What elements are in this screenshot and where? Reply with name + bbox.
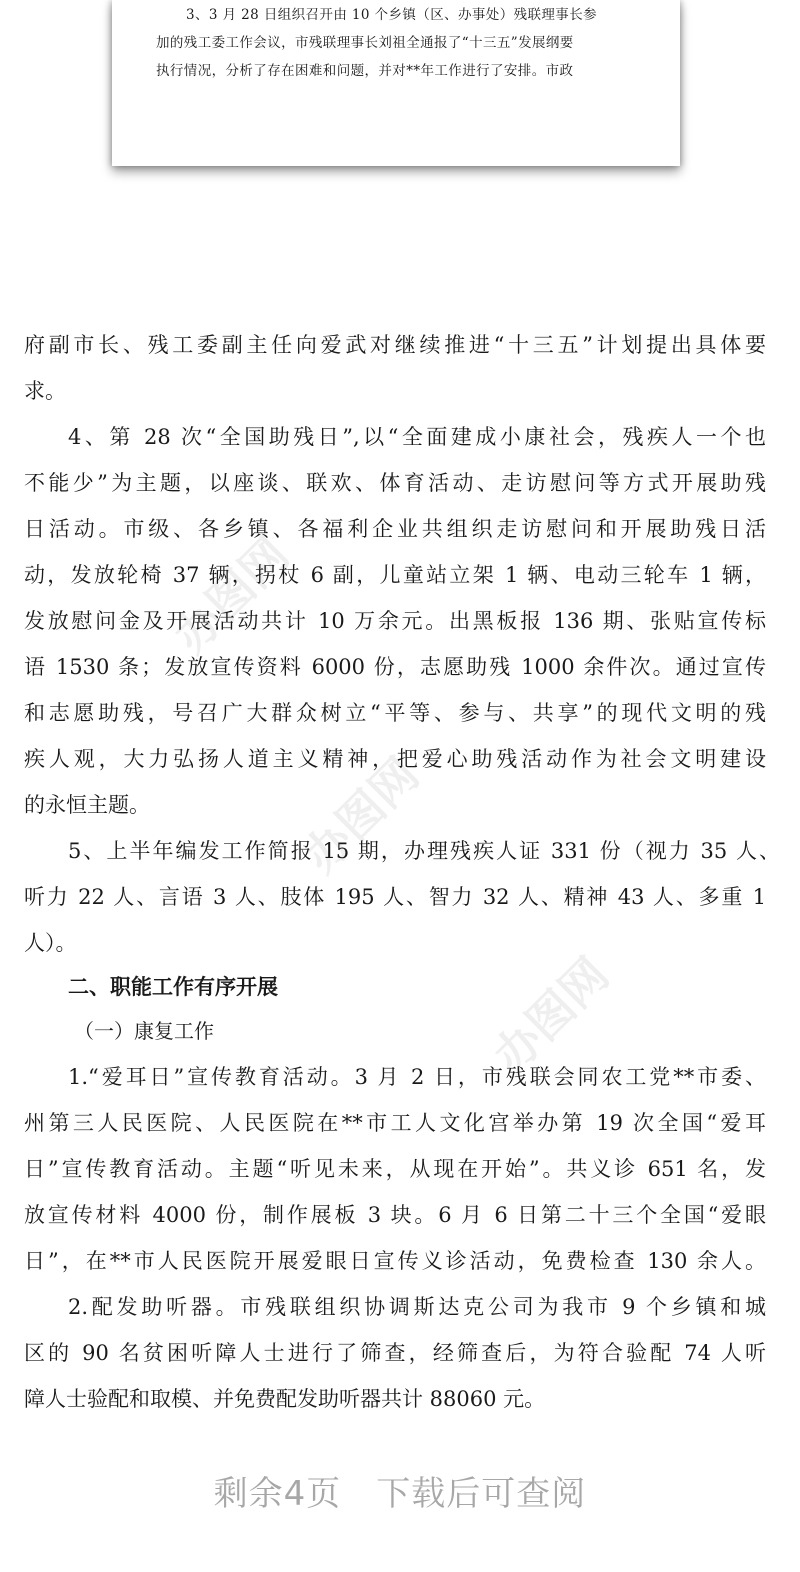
body-text-line: 语 1530 条；发放宣传资料 6000 份，志愿助残 1000 余件次。通过宣传: [24, 655, 766, 679]
card-text-line: 加的残工委工作会议，市残联理事长刘祖全通报了“十三五”发展纲要: [156, 35, 574, 51]
body-text-line: 不能少”为主题，以座谈、联欢、体育活动、走访慰问等方式开展助残: [24, 471, 766, 495]
body-text-line: 的永恒主题。: [24, 793, 150, 817]
body-text-line: 日”宣传教育活动。主题“听见未来，从现在开始”。共义诊 651 名，发: [24, 1157, 766, 1181]
body-text-line: 和志愿助残，号召广大群众树立“平等、参与、共享”的现代文明的残: [24, 701, 766, 725]
body-text-line: 人）。: [24, 931, 77, 955]
body-text-line: 日”，在**市人民医院开展爱眼日宣传义诊活动，免费检查 130 余人。: [24, 1249, 766, 1273]
document-preview-card: [112, 0, 680, 166]
body-text-line: 日活动。市级、各乡镇、各福利企业共组织走访慰问和开展助残日活: [24, 517, 766, 541]
body-text-line: 府副市长、残工委副主任向爱武对继续推进“十三五”计划提出具体要: [24, 333, 766, 357]
download-prompt[interactable]: 剩余4页 下载后可查阅: [213, 1474, 587, 1514]
body-text-line: 4、第 28 次“全国助残日”,以“全面建成小康社会，残疾人一个也: [68, 425, 766, 449]
body-text-line: 求。: [24, 379, 66, 403]
body-text-line: 区的 90 名贫困听障人士进行了筛查，经筛查后，为符合验配 74 人听: [24, 1341, 766, 1365]
watermark: 办图网: [293, 747, 430, 884]
body-text-line: 放宣传材料 4000 份，制作展板 3 块。6 月 6 日第二十三个全国“爱眼: [24, 1203, 766, 1227]
section-heading: 二、职能工作有序开展: [68, 975, 278, 999]
body-text-line: 障人士验配和取模、并免费配发助听器共计 88060 元。: [24, 1387, 546, 1411]
body-text-line: 发放慰问金及开展活动共计 10 万余元。出黑板报 136 期、张贴宣传标: [24, 609, 766, 633]
body-text-line: 5、上半年编发工作简报 15 期，办理残疾人证 331 份（视力 35 人、: [68, 839, 780, 863]
watermark: 办图网: [163, 527, 300, 664]
body-text-line: 听力 22 人、言语 3 人、肢体 195 人、智力 32 人、精神 43 人、多重 1: [24, 885, 766, 909]
body-text-line: 疾人观，大力弘扬人道主义精神，把爱心助残活动作为社会文明建设: [24, 747, 766, 771]
body-text-line: 州第三人民医院、人民医院在**市工人文化宫举办第 19 次全国“爱耳: [24, 1111, 766, 1135]
subsection-heading: （一）康复工作: [74, 1019, 214, 1043]
watermark: 办图网: [483, 947, 620, 1084]
card-text-line: 执行情况，分析了存在困难和问题，并对**年工作进行了安排。市政: [156, 63, 574, 79]
body-text-line: 2.配发助听器。市残联组织协调斯达克公司为我市 9 个乡镇和城: [68, 1295, 766, 1319]
card-text-line: 3、3 月 28 日组织召开由 10 个乡镇（区、办事处）残联理事长参: [186, 7, 597, 23]
body-text-line: 动，发放轮椅 37 辆，拐杖 6 副，儿童站立架 1 辆、电动三轮车 1 辆，: [24, 563, 766, 587]
body-text-line: 1.“爱耳日”宣传教育活动。3 月 2 日，市残联会同农工党**市委、: [68, 1065, 766, 1089]
